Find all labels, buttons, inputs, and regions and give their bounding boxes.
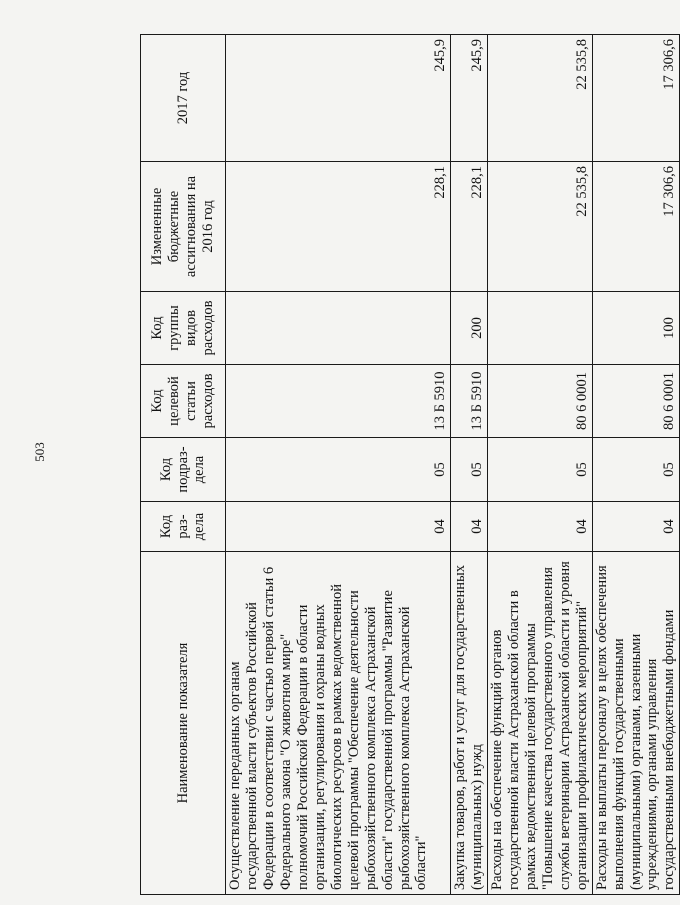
header-row	[141, 35, 226, 895]
cell-vid	[226, 292, 451, 365]
cell-name: Расходы на обеспечение функций органов государственной власти Астраханской области в рамках ведомственной целевой программы "Повышение качества государственного управления службы ветеринарии Астраханской области и уровня организации профилактических мероприятий"	[487, 552, 592, 895]
page-number: 503	[32, 442, 47, 462]
cell-statya: 80 6 0001	[487, 365, 592, 438]
cell-2017: 17 306,6	[592, 35, 680, 162]
cell-razdel: 04	[592, 502, 680, 552]
cell-podrazdel: 05	[592, 438, 680, 502]
header-changed-2016: Измененные бюджетные ассигнования на 2016 год	[141, 162, 226, 292]
header-name: Наименование показателя	[141, 552, 226, 895]
table-row	[451, 35, 488, 895]
cell-2017: 22 535,8	[487, 35, 592, 162]
cell-statya: 13 Б 5910	[226, 365, 451, 438]
header-statya: Код целевой статьи расходов	[141, 365, 226, 438]
cell-2017: 245,9	[451, 35, 488, 162]
cell-changed-2016: 228,1	[451, 162, 488, 292]
cell-name: Расходы на выплаты персоналу в целях обеспечения выполнения функций государственными (муниципальными) органами, казенными учреждениями, органами управления государственными внебюджетными фондами	[592, 552, 680, 895]
cell-changed-2016: 228,1	[226, 162, 451, 292]
cell-statya: 13 Б 5910	[451, 365, 488, 438]
cell-name: Осуществление переданных органам государственной власти субъектов Российской Федерации в соответствии с частью первой статьи 6 Федерального закона "О животном мире" полномочий Российской Федерации в области организации, регулирования и охраны водных биологических ресурсов в рамках ведомственной целевой программы "Обеспечение деятельности рыбохозяйственного комплекса Астраханской области" государственной программы "Развитие рыбохозяйственного комплекса Астраханской области"	[226, 552, 451, 895]
cell-changed-2016: 17 306,6	[592, 162, 680, 292]
budget-table	[140, 34, 680, 895]
budget-table-sheet	[140, 35, 678, 895]
cell-razdel: 04	[487, 502, 592, 552]
cell-changed-2016: 22 535,8	[487, 162, 592, 292]
header-vid: Код группы видов расходов	[141, 292, 226, 365]
cell-statya: 80 6 0001	[592, 365, 680, 438]
cell-2017: 245,9	[226, 35, 451, 162]
table-row	[487, 35, 592, 895]
header-razdel: Код раз-дела	[141, 502, 226, 552]
cell-razdel: 04	[451, 502, 488, 552]
cell-name: Закупка товаров, работ и услуг для государственных (муниципальных) нужд	[451, 552, 488, 895]
cell-razdel: 04	[226, 502, 451, 552]
header-podrazdel: Код подраз-дела	[141, 438, 226, 502]
table-row	[592, 35, 680, 895]
table-row	[226, 35, 451, 895]
cell-podrazdel: 05	[487, 438, 592, 502]
cell-vid	[487, 292, 592, 365]
cell-vid: 200	[451, 292, 488, 365]
cell-vid: 100	[592, 292, 680, 365]
header-2017: 2017 год	[141, 35, 226, 162]
cell-podrazdel: 05	[451, 438, 488, 502]
cell-podrazdel: 05	[226, 438, 451, 502]
